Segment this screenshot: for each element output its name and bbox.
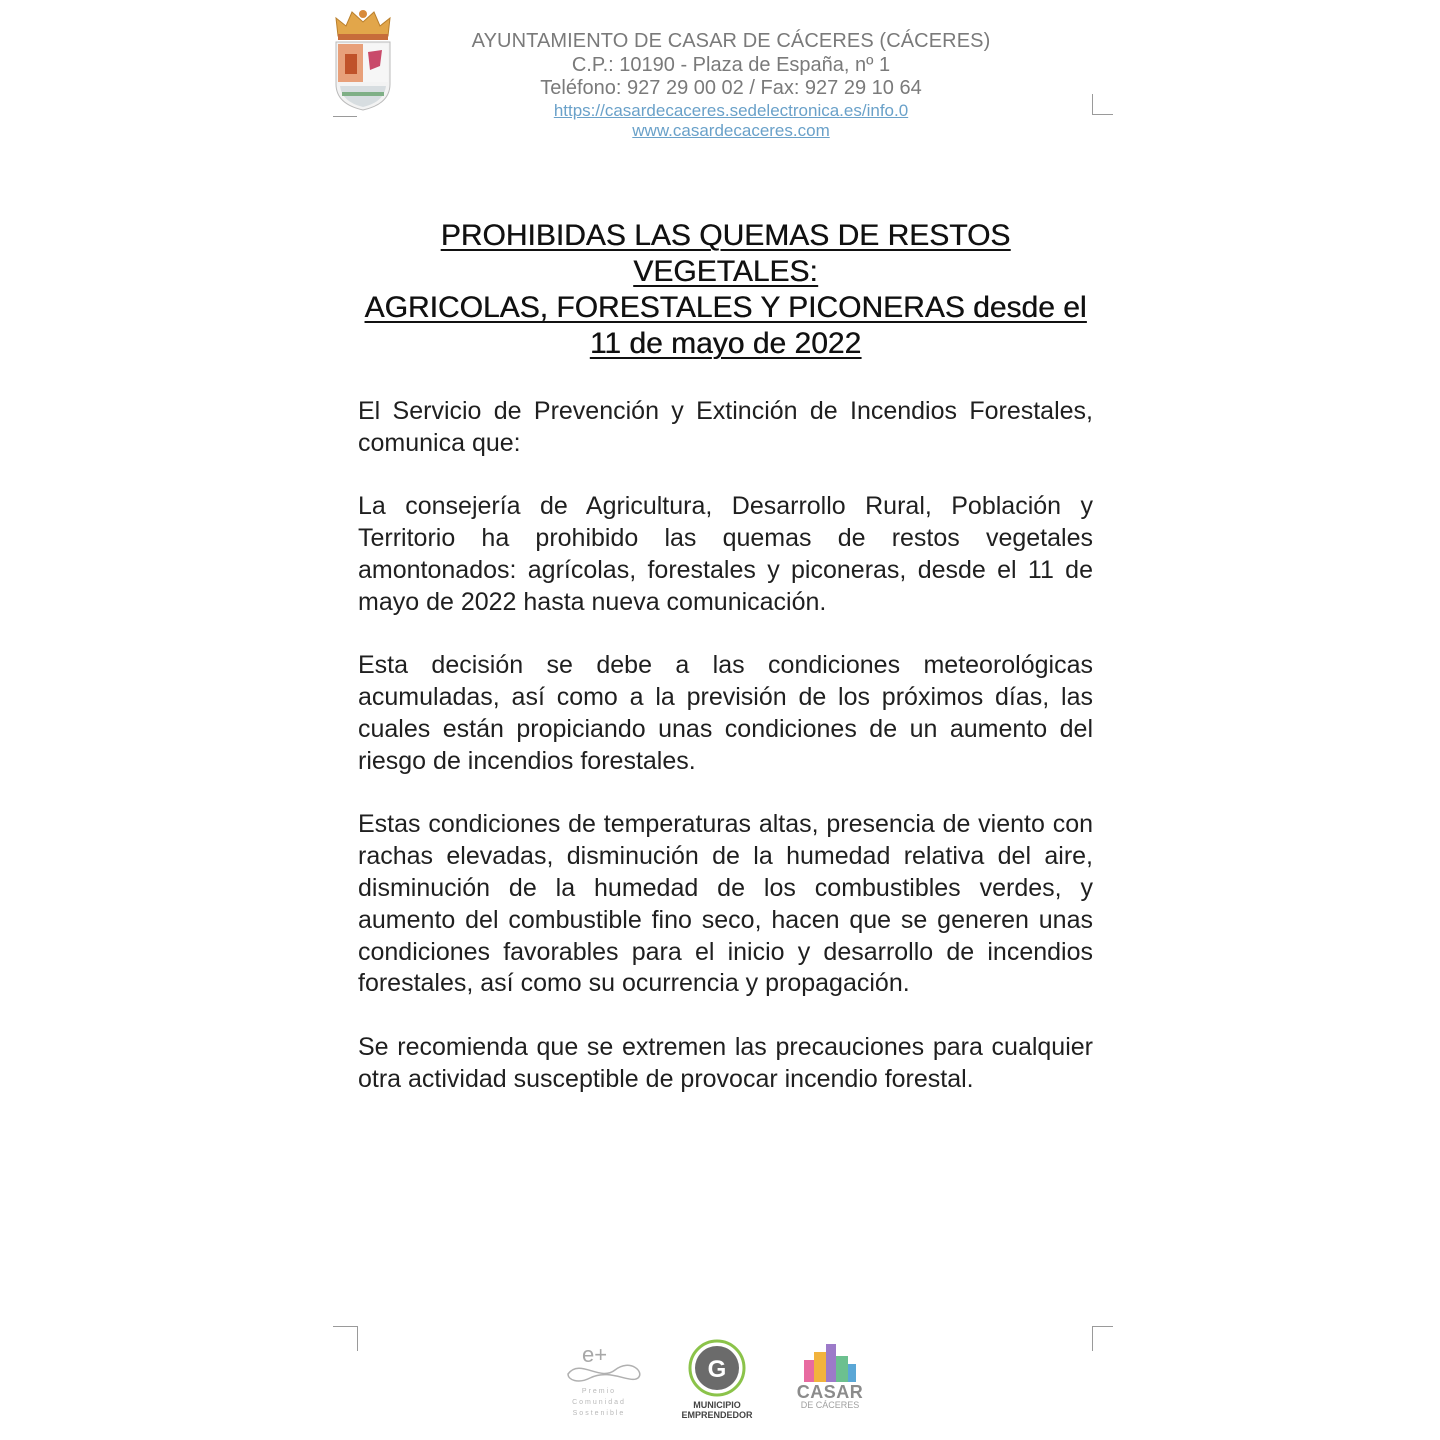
municipio-caption-line-1: MUNICIPIO: [693, 1400, 741, 1410]
casar-logo-text: CASAR: [796, 1382, 864, 1402]
letterhead: [420, 30, 1042, 141]
paragraph-prohibition: La consejería de Agricultura, Desarrollo Rural, Población y Territorio ha prohibido las quemas de restos vegetales amontonados: agrícolas, forestales y piconeras, desde el 11 de mayo de 2022 hasta nueva comunicación.: [358, 492, 1093, 616]
title-line-3: 11 de mayo de 2022: [589, 327, 862, 360]
title-line-2: AGRICOLAS, FORESTALES Y PICONERAS desde el: [364, 291, 1087, 324]
eplus-logo: [560, 1338, 650, 1418]
municipio-emprendedor-logo-icon: [675, 1338, 759, 1398]
corner-mark-top-left: [333, 96, 357, 117]
svg-text:e+: e+: [582, 1342, 608, 1367]
paragraph-reason: Esta decisión se debe a las condiciones meteorológicas acumuladas, así como a la previsión de los próximos días, las cuales están propiciando unas condiciones de un aumento del riesgo de incendios forestales.: [358, 651, 1093, 775]
casar-logo: [790, 1338, 870, 1418]
municipio-caption-line-2: EMPRENDEDOR: [681, 1410, 753, 1420]
address: C.P.: 10190 - Plaza de España, nº 1: [571, 53, 891, 76]
corner-mark-top-right: [1092, 94, 1113, 115]
municipio-emprendedor-logo: [675, 1338, 759, 1422]
footer-logos: [555, 1338, 875, 1428]
municipio-caption: [675, 1400, 759, 1420]
casar-logo-subtext: DE CÁCERES: [800, 1400, 860, 1410]
paragraph-intro: El Servicio de Prevención y Extinción de Incendios Forestales, comunica que:: [358, 397, 1093, 457]
organization-name: AYUNTAMIENTO DE CASAR DE CÁCERES (CÁCERES): [471, 30, 991, 52]
title-line-1: PROHIBIDAS LAS QUEMAS DE RESTOS VEGETALES:: [440, 219, 1011, 288]
document-body: [358, 396, 1093, 1127]
corner-mark-bottom-right: [1092, 1326, 1113, 1351]
paragraph-recommendation: Se recomienda que se extremen las precauciones para cualquier otra actividad susceptible de provocar incendio forestal.: [358, 1032, 1093, 1093]
sede-electronica-link[interactable]: https://casardecaceres.sedelectronica.es/info.0: [553, 100, 909, 120]
eplus-caption: Premio Comunidad Sostenible: [572, 1388, 626, 1417]
eplus-logo-icon: [560, 1338, 650, 1388]
website-link[interactable]: www.casardecaceres.com: [632, 120, 830, 140]
paragraph-conditions: Estas condiciones de temperaturas altas, presencia de viento con rachas elevadas, disminución de la humedad relativa del aire, disminución de la humedad de los combustibles verdes, y aumento del combustible fino seco, hacen que se generen unas condiciones favorables para el inicio y desarrollo de incendios forestales, así como su ocurrencia y propagación.: [358, 810, 1093, 998]
corner-mark-bottom-left: [333, 1326, 358, 1351]
phone-fax: Teléfono: 927 29 00 02 / Fax: 927 29 10 64: [540, 77, 922, 99]
casar-logo-icon: [790, 1338, 870, 1384]
svg-text:G: G: [707, 1356, 727, 1383]
document-title: [358, 218, 1093, 362]
